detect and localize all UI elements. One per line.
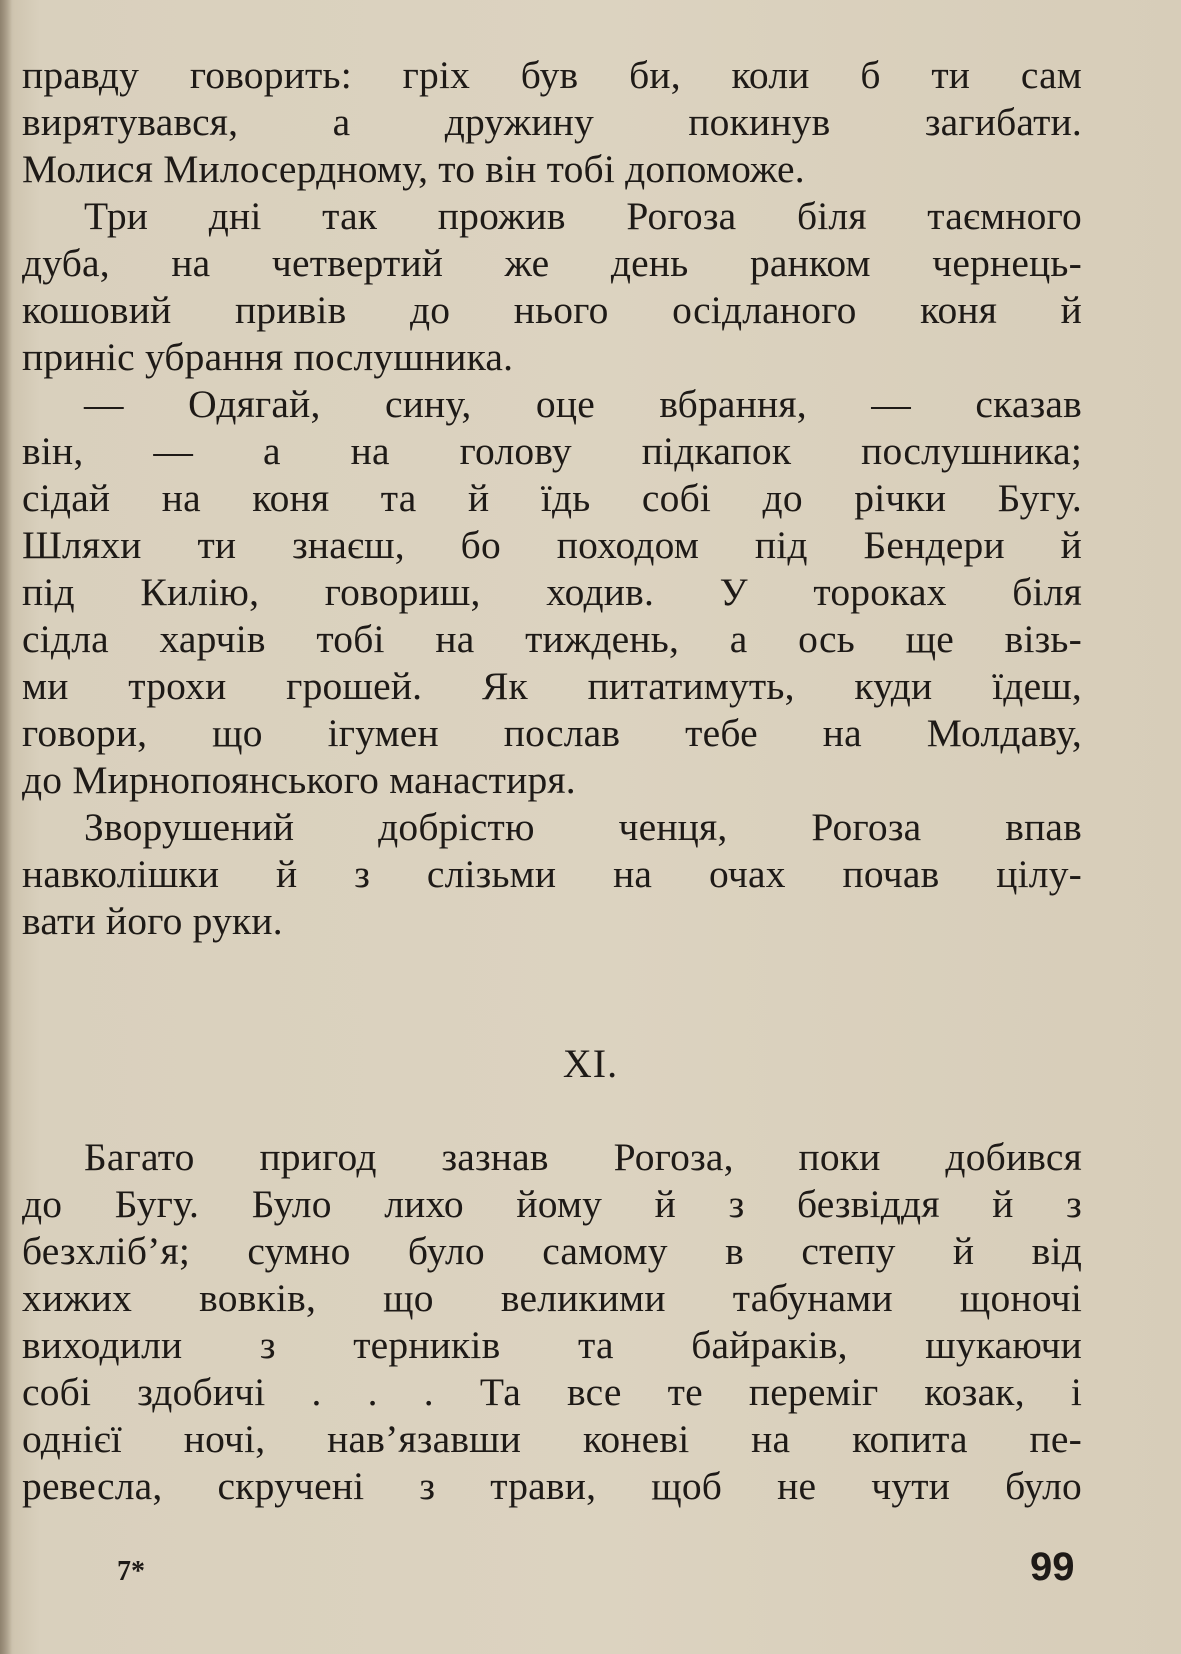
text-line: Три дні так прожив Рогоза біля таємного	[84, 194, 1082, 238]
text-line: ревесла, скручені з трави, щоб не чути було	[22, 1464, 1082, 1508]
text-line: Зворушений добрістю ченця, Рогоза впав	[84, 805, 1082, 849]
text-line: Молися Милосердному, то він тобі допоможе.	[22, 147, 805, 191]
text-line: собі здобичі . . . Та все те переміг козак, і	[22, 1370, 1082, 1414]
page-number: 99	[1030, 1545, 1075, 1589]
signature-mark: 7*	[117, 1556, 145, 1587]
text-line: Шляхи ти знаєш, бо походом під Бендери й	[22, 523, 1082, 567]
text-line: ми трохи грошей. Як питатимуть, куди їдеш,	[22, 664, 1082, 708]
text-line: навколішки й з слізьми на очах почав цілу-	[22, 852, 1082, 896]
text-block-bottom	[22, 1134, 1082, 1510]
text-line: вати його руки.	[22, 899, 283, 943]
text-line: сідай на коня та й їдь собі до річки Бугу.	[22, 476, 1082, 520]
text-line: він, — а на голову підкапок послушника;	[22, 429, 1082, 473]
text-line: вирятувався, а дружину покинув загибати.	[22, 100, 1082, 144]
text-line: сідла харчів тобі на тиждень, а ось ще візь-	[22, 617, 1082, 661]
text-line: Багато пригод зазнав Рогоза, поки добився	[84, 1135, 1082, 1179]
text-line: однієї ночі, нав’язавши коневі на копита пе-	[22, 1417, 1082, 1461]
text-line: до Бугу. Було лихо йому й з безвіддя й з	[22, 1182, 1082, 1226]
text-line: безхліб’я; сумно було самому в степу й від	[22, 1229, 1082, 1273]
text-line: до Мирнопоянського манастиря.	[22, 758, 576, 802]
text-line: — Одягай, сину, оце вбрання, — сказав	[84, 382, 1082, 426]
text-line: правду говорить: гріх був би, коли б ти сам	[22, 53, 1082, 97]
text-line: приніс убрання послушника.	[22, 335, 514, 379]
text-line: дуба, на четвертий же день ранком чернець-	[22, 241, 1082, 285]
text-line: говори, що ігумен послав тебе на Молдаву,	[22, 711, 1082, 755]
text-line: виходили з терників та байраків, шукаючи	[22, 1323, 1082, 1367]
text-line: хижих вовків, що великими табунами щоночі	[22, 1276, 1082, 1320]
chapter-heading: XI.	[562, 1041, 619, 1086]
text-block-top	[22, 52, 1082, 945]
text-line: кошовий привів до нього осідланого коня й	[22, 288, 1082, 332]
text-line: під Килію, говориш, ходив. У тороках біля	[22, 570, 1082, 614]
